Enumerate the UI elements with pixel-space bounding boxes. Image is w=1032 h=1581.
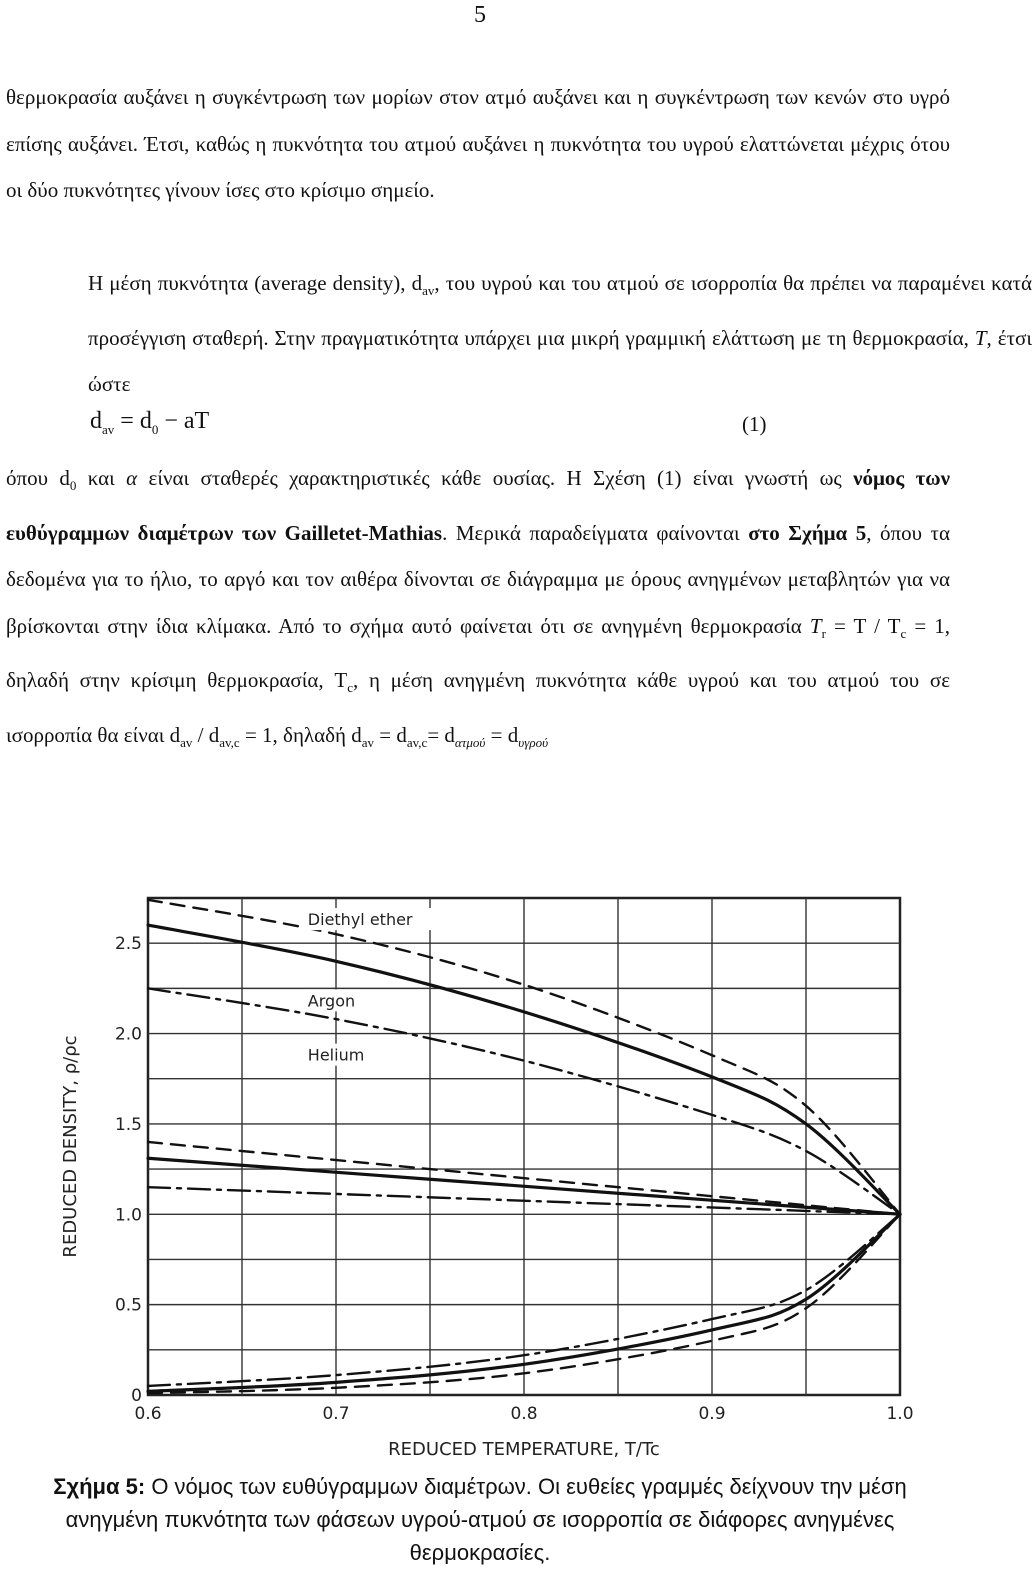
paragraph-3: όπου $d_0$ και α είναι σταθερές χαρακτηριστικές κάθε ουσίας. Η Σχέση (1) είναι γνωστή ως νόμος των ευθύγραμμων διαμέτρων των Gailletet-Mathias. Μερικά παραδείγματα φαίνονται στο Σχήμα 5, όπου τα δεδομένα για το ήλιο, το αργό και τον αιθέρα δίνονται σε διάγραμμα με όρους ανηγμένων μεταβλητών για να βρίσκονται στην ίδια κλίμακα. Από το σχήμα αυτό φαίνεται ότι σε ανηγμένη θερμοκρασία $T_r = T / T_c = 1$, δηλαδή στην κρίσιμη θερμοκρασία, $T_c$, η μέση ανηγμένη πυκνότητα κάθε υγρού και του ατμού του σε ισορροπία θα είναι $d_{av} / d_{av,c} = 1$, δηλαδή $d_{av} = d_{av,c}= d_{\alpha\tau\mu oύ} = d_{\upsilon\gamma\rho oύ}$ bbox=[6, 466, 951, 751]
series-label-argon: Argon bbox=[307, 991, 356, 1011]
x-tick-label: 0.9 bbox=[698, 1404, 726, 1424]
caption-text: Ο νόμος των ευθύγραμμων διαμέτρων. Οι ευθείες γραμμές δείχνουν την μέση ανηγμένη πυκνότητα των φάσεων υγρού-ατμού σε ισορροπία σε διάφορες ανηγμένες θερμοκρασίες. bbox=[65, 1474, 907, 1565]
y-axis-label: REDUCED DENSITY, ρ/ρc bbox=[60, 1035, 81, 1258]
figure-caption bbox=[14, 1470, 946, 1569]
chart-svg bbox=[20, 880, 950, 1460]
x-axis-label: REDUCED TEMPERATURE, T/Tc bbox=[388, 1439, 660, 1460]
paragraph-1: θερμοκρασία αυξάνει η συγκέντρωση των μορίων στον ατμό αυξάνει και η συγκέντρωση των κενών στο υγρό επίσης αυξάνει. Έτσι, καθώς η πυκνότητα του ατμού αυξάνει η πυκνότητα του υγρού ελαττώνεται μέχρις ότου οι δύο πυκνότητες γίνουν ίσες στο κρίσιμο σημείο. bbox=[6, 85, 950, 202]
page-number: 5 bbox=[474, 2, 486, 28]
series-label-helium: Helium bbox=[307, 1045, 365, 1065]
x-tick-label: 1.0 bbox=[886, 1404, 914, 1424]
equation-1: $d_{av} = d_0$ − aT bbox=[90, 408, 210, 437]
x-tick-label: 0.7 bbox=[322, 1404, 350, 1424]
y-tick-label: 0 bbox=[131, 1386, 142, 1406]
x-tick-label: 0.6 bbox=[134, 1404, 162, 1424]
figure-reference: στο Σχήμα 5 bbox=[748, 520, 867, 545]
figure-5-chart bbox=[20, 880, 950, 1460]
y-tick-label: 2.5 bbox=[114, 934, 142, 955]
law-name: νόμος των ευθύγραμμων διαμέτρων των Gailletet-Mathias bbox=[6, 466, 950, 545]
equation-number: (1) bbox=[742, 412, 767, 436]
y-tick-label: 1.5 bbox=[114, 1114, 142, 1135]
series-label-diethyl-ether: Diethyl ether bbox=[307, 910, 413, 930]
y-tick-label: 0.5 bbox=[114, 1295, 142, 1316]
y-tick-label: 2.0 bbox=[114, 1024, 142, 1045]
x-tick-label: 0.8 bbox=[510, 1404, 538, 1424]
y-tick-label: 1.0 bbox=[114, 1205, 142, 1226]
paragraph-2: Η μέση πυκνότητα (average density), $d_{av}$, του υγρού και του ατμού σε ισορροπία θα πρέπει να παραμένει κατά προσέγγιση σταθερή. Στην πραγματικότητα υπάρχει μια μικρή γραμμική ελάττωση με τη θερμοκρασία, T, έτσι ώστε bbox=[88, 271, 1032, 397]
caption-label: Σχήμα 5: bbox=[53, 1474, 146, 1499]
